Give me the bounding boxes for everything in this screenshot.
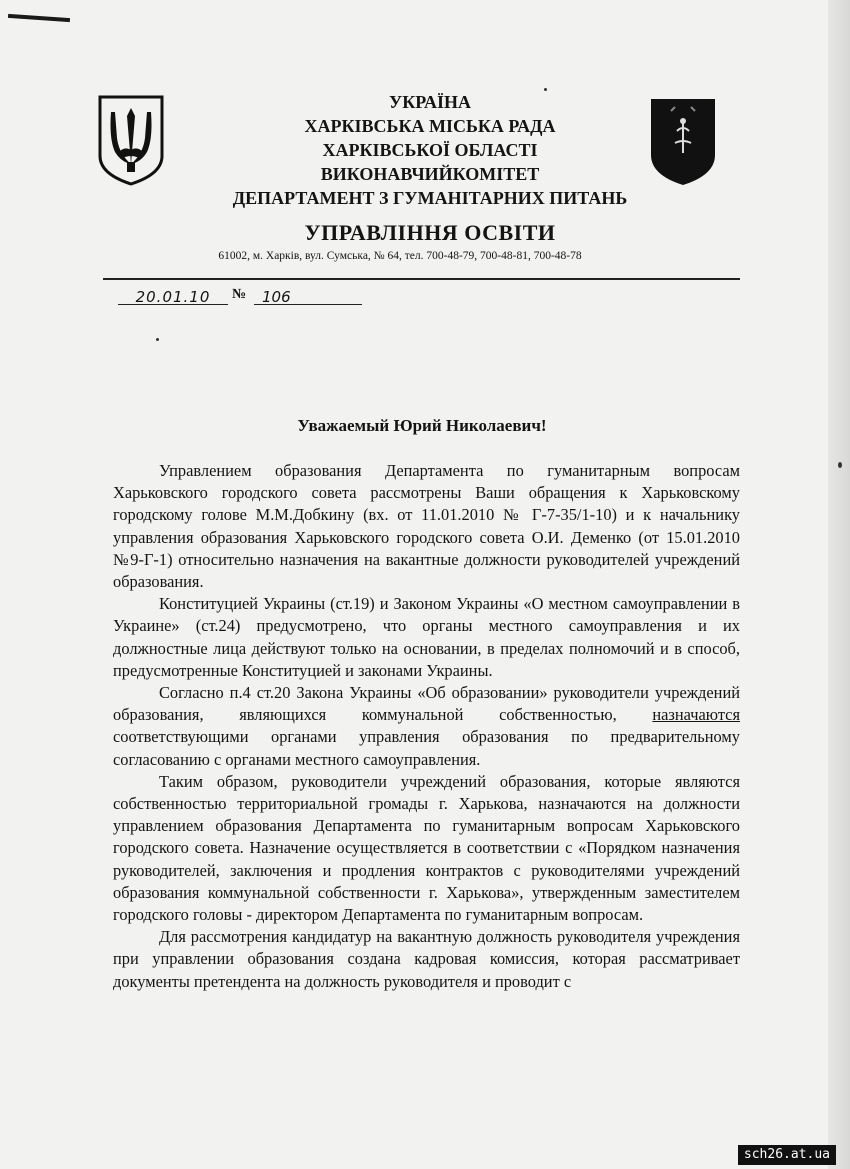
department-title: УПРАВЛІННЯ ОСВІТИ (304, 220, 556, 245)
paragraph: Конституцией Украины (ст.19) и Законом Украины «О местном самоуправлении в Украине» (ст.24) предусмотрено, что органы местного самоуправления и их должностные лица действуют только на основании, в пределах полномочий и в способ, предусмотренные Конституцией и законами Украины. (113, 594, 740, 680)
scan-speck (156, 338, 159, 341)
scan-mark (8, 14, 70, 22)
registration-number-label: № (232, 287, 247, 302)
paragraph: Управлением образования Департамента по гуманитарным вопросам Харьковского городского совета рассмотрены Ваши обращения к Харьковскому городскому голове М.М.Добкину (вх. от 11.01.2010 № Г-7-35/1-10) и к начальнику управления образования Харьковского городского совета О.И. Деменко (от 15.01.2010 №9-Г-1) относительно назначения на вакантные должности руководителей учреждений образования. (113, 461, 740, 592)
scan-speck (838, 462, 842, 468)
scan-edge (828, 0, 850, 1169)
trident-coat-of-arms-icon (97, 94, 165, 186)
header-region: ХАРКІВСЬКОЇ ОБЛАСТІ (322, 140, 538, 160)
header-city-council: ХАРКІВСЬКА МІСЬКА РАДА (304, 116, 556, 136)
site-watermark: sch26.at.ua (738, 1145, 836, 1165)
paragraph: Для рассмотрения кандидатур на вакантную должность руководителя учреждения при управлении образования создана кадровая комиссия, которая рассматривает документы претендента на должность руководителя и проводит с (113, 927, 740, 991)
paragraph-text: Согласно п.4 ст.20 Закона Украины «Об образовании» руководители учреждений образования, являющихся коммунальной собственностью, (113, 683, 740, 725)
address-line: 61002, м. Харків, вул. Сумська, № 64, тел. 700-48-79, 700-48-81, 700-48-78 (218, 250, 582, 262)
header-department: ДЕПАРТАМЕНТ З ГУМАНІТАРНИХ ПИТАНЬ (232, 188, 628, 208)
letter-body (113, 460, 740, 993)
salutation: Уважаемый Юрий Николаевич! (297, 416, 547, 435)
paragraph (113, 682, 740, 771)
scan-speck (544, 88, 547, 91)
underlined-word: назначаются (652, 705, 740, 725)
header-divider (103, 278, 740, 280)
letterhead (180, 90, 680, 210)
paragraph-text: соответствующими органами управления образования по предварительному согласованию с органами местного самоуправления. (113, 727, 740, 769)
registration-number: 106 (254, 288, 362, 305)
registration-date: 20.01.10 (118, 288, 228, 305)
paragraph: Таким образом, руководители учреждений образования, которые являются собственностью территориальной громады г. Харькова, назначаются на должности управлением образования Департамента по гуманитарным вопросам Харьковского городского совета. Назначение осуществляется в соответствии с «Порядком назначения руководителей, заключения и продления контрактов с руководителями учреждений образования коммунальной собственности г. Харькова», утвержденным заместителем городского головы - директором Департамента по гуманитарным вопросам. (113, 771, 740, 925)
header-country: УКРАЇНА (389, 92, 471, 112)
header-executive-committee: ВИКОНАВЧИЙКОМІТЕТ (320, 164, 540, 184)
